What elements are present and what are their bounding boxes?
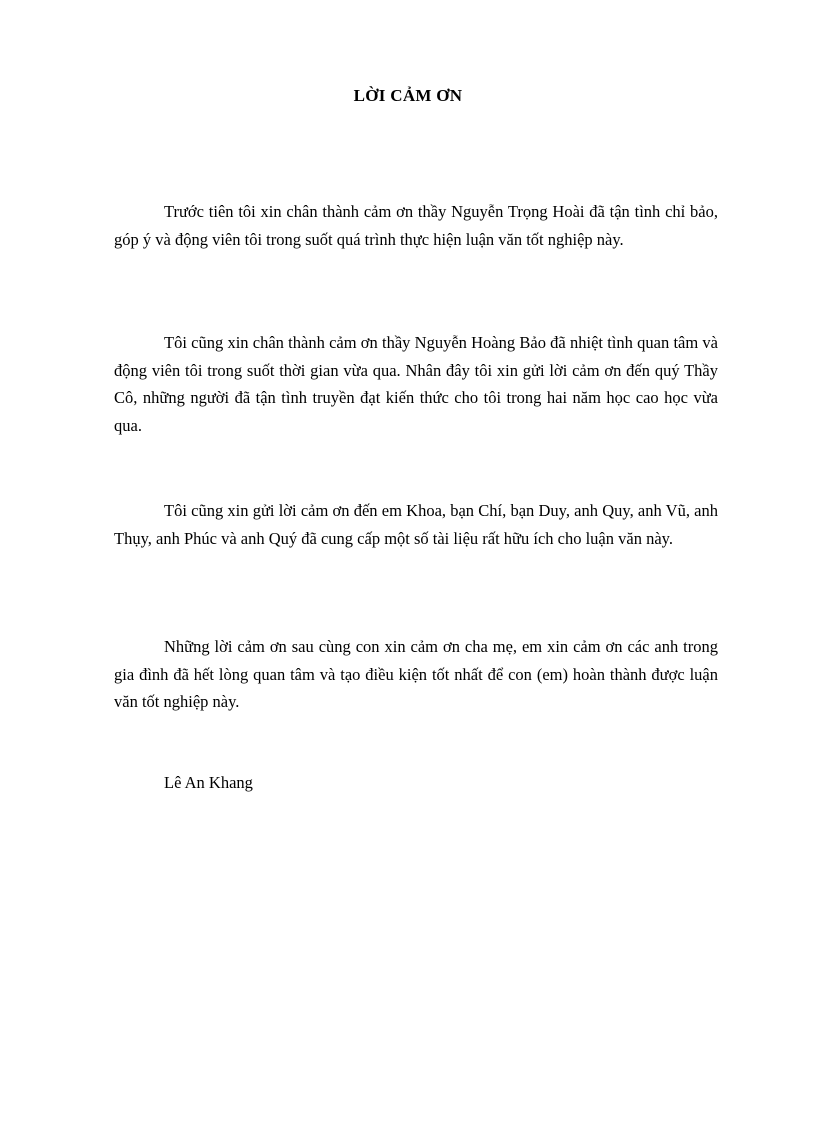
paragraph-3: Tôi cũng xin gửi lời cảm ơn đến em Khoa, bạn Chí, bạn Duy, anh Quy, anh Vũ, anh Thụy, anh Phúc và anh Quý đã cung cấp một số tài liệu rất hữu ích cho luận văn này. [114, 501, 718, 548]
page-title: LỜI CẢM ƠN [353, 86, 463, 105]
paragraph-4: Những lời cảm ơn sau cùng con xin cảm ơn cha mẹ, em xin cảm ơn các anh trong gia đình đã hết lòng quan tâm và tạo điều kiện tốt nhất để con (em) hoàn thành được luận văn tốt nghiệp này. [114, 637, 718, 711]
paragraph-1: Trước tiên tôi xin chân thành cảm ơn thầy Nguyễn Trọng Hoài đã tận tình chỉ bảo, góp ý và động viên tôi trong suốt quá trình thực hiện luận văn tốt nghiệp này. [114, 202, 718, 249]
author-signature: Lê An Khang [164, 773, 253, 792]
paragraph-2: Tôi cũng xin chân thành cảm ơn thầy Nguyễn Hoàng Bảo đã nhiệt tình quan tâm và động viên tôi trong suốt thời gian vừa qua. Nhân đây tôi xin gửi lời cảm ơn đến quý Thầy Cô, những người đã tận tình truyền đạt kiến thức cho tôi trong hai năm học cao học vừa qua. [114, 333, 718, 435]
